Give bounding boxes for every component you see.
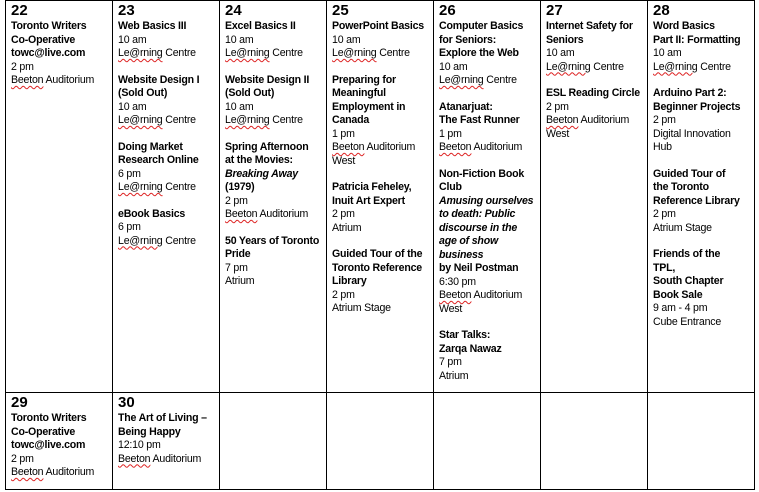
event-time: 2 pm	[225, 194, 248, 207]
event-location-venue: Beeton	[332, 141, 365, 153]
event-location-venue: Beeton	[225, 208, 258, 220]
event-location	[11, 74, 109, 88]
day-cell	[434, 1, 541, 393]
event-entry	[653, 248, 751, 329]
event-location	[546, 114, 644, 141]
event-entry	[439, 20, 537, 88]
calendar-week-row	[6, 1, 755, 393]
event-title: Arduino Part 2: Beginner Projects	[653, 87, 741, 113]
day-cell	[541, 393, 648, 490]
event-time: 1 pm	[439, 127, 462, 140]
event-location-venue: Beeton	[11, 74, 44, 86]
event-time: 12:10 pm	[118, 439, 161, 451]
event-title: Website Design I (Sold Out)	[118, 73, 200, 99]
event-title: Toronto Writers Co-Operative towc@live.com	[11, 20, 87, 59]
day-cell	[648, 393, 755, 490]
calendar-grid	[5, 0, 755, 490]
event-entry	[118, 20, 216, 61]
day-cell	[220, 393, 327, 490]
event-location	[653, 61, 751, 75]
event-time: 6 pm	[118, 167, 141, 180]
event-title: Preparing for Meaningful Employment in Canada	[332, 73, 406, 126]
event-title: Guided Tour of the Toronto Reference Library	[653, 167, 740, 207]
event-entry	[11, 20, 109, 88]
event-entry	[653, 87, 751, 155]
event-title: Non-Fiction Book Club	[439, 167, 525, 193]
event-location	[225, 208, 323, 222]
event-location-venue: Beeton	[11, 466, 44, 478]
day-cell	[220, 1, 327, 393]
event-title: Website Design II (Sold Out)	[225, 73, 310, 99]
event-location-room: Auditorium West	[546, 114, 630, 140]
day-number: 24	[225, 2, 242, 19]
event-time: 2 pm	[11, 452, 34, 465]
event-time: 10 am	[118, 100, 147, 113]
event-location-room: Auditorium	[43, 74, 95, 86]
event-location-room: Atrium	[225, 275, 255, 287]
event-location-room: Digital Innovation Hub	[653, 127, 731, 153]
event-location	[118, 453, 216, 467]
event-title: Spring Afternoon at the Movies:	[225, 140, 309, 166]
day-number: 23	[118, 2, 135, 19]
day-cell	[648, 1, 755, 393]
event-time: 1 pm	[332, 127, 355, 140]
event-entry	[332, 181, 430, 235]
day-cell	[541, 1, 648, 393]
event-entry	[439, 101, 537, 155]
event-location-room: Cube Entrance	[653, 315, 722, 328]
event-location	[439, 74, 537, 88]
event-entry	[118, 141, 216, 195]
event-location	[225, 275, 323, 289]
event-location-room: Centre	[162, 181, 196, 193]
event-location-room: Atrium Stage	[653, 221, 712, 234]
event-title-continued: (1979)	[225, 181, 255, 193]
event-location-room: Auditorium	[257, 208, 309, 220]
day-cell	[6, 1, 113, 393]
event-location-venue: Le@rning	[118, 114, 163, 126]
event-entry	[118, 208, 216, 249]
event-title: Web Basics III	[118, 20, 187, 32]
event-time: 10 am	[332, 33, 361, 46]
event-location-room: Centre	[483, 74, 517, 86]
event-location-venue: Beeton	[439, 141, 472, 153]
event-location	[439, 370, 537, 384]
event-title: Computer Basics for Seniors: Explore the Web	[439, 20, 524, 59]
event-location-venue: Beeton	[546, 114, 579, 126]
event-title: Toronto Writers Co-Operative towc@live.com	[11, 412, 87, 451]
event-title: Friends of the TPL, South Chapter Book Sale	[653, 248, 724, 301]
event-location-room: Auditorium	[43, 466, 95, 478]
event-location-venue: Le@rning	[439, 74, 484, 86]
day-cell	[327, 393, 434, 490]
event-location-venue: Beeton	[439, 289, 472, 301]
event-time: 10 am	[225, 33, 254, 46]
event-entry	[225, 141, 323, 222]
event-time: 2 pm	[653, 114, 676, 126]
event-location	[653, 222, 751, 236]
event-entry	[332, 20, 430, 61]
event-time: 2 pm	[11, 60, 34, 73]
calendar-week-row	[6, 393, 755, 490]
event-location-venue: Le@rning	[118, 181, 163, 193]
event-time: 10 am	[546, 47, 575, 59]
event-title: Internet Safety for Seniors	[546, 20, 633, 46]
event-entry	[439, 329, 537, 383]
event-location-venue: Le@rning	[118, 234, 163, 247]
event-entry	[332, 74, 430, 169]
event-location	[332, 141, 430, 168]
event-location-room: Centre	[376, 47, 410, 59]
event-time: 6:30 pm	[439, 275, 476, 288]
day-number: 30	[118, 394, 135, 411]
event-description: Amusing ourselves to death: Public discourse in the age of show business	[439, 194, 534, 261]
event-location-room: Centre	[590, 60, 624, 73]
event-location-room: Atrium	[332, 221, 362, 234]
event-location-venue: Le@rning	[225, 114, 270, 126]
event-title: The Art of Living – Being Happy	[118, 412, 207, 438]
event-location	[332, 222, 430, 236]
event-location-venue: Le@rning	[225, 47, 270, 59]
event-location	[225, 114, 323, 128]
event-location-room: Centre	[162, 47, 196, 59]
event-entry	[332, 248, 430, 316]
event-entry	[225, 235, 323, 289]
event-location-room: Atrium	[439, 369, 469, 382]
day-number: 29	[11, 394, 28, 411]
day-cell	[327, 1, 434, 393]
event-time: 2 pm	[653, 208, 676, 220]
event-location	[332, 302, 430, 316]
event-location-room: Auditorium West	[439, 289, 523, 315]
event-title: Excel Basics II	[225, 20, 296, 32]
day-cell	[6, 393, 113, 490]
event-location-room: Centre	[162, 114, 196, 126]
event-title: Guided Tour of the Toronto Reference Library	[332, 248, 423, 287]
event-location-room: Centre	[697, 60, 731, 73]
event-time: 2 pm	[332, 208, 355, 220]
event-entry	[546, 87, 644, 141]
event-location-venue: Le@rning	[546, 60, 591, 73]
day-cell	[434, 393, 541, 490]
event-location-room: Atrium Stage	[332, 302, 391, 314]
event-location	[118, 114, 216, 128]
event-location	[225, 47, 323, 61]
event-title: Atanarjuat: The Fast Runner	[439, 100, 520, 126]
event-location	[118, 47, 216, 61]
event-location	[439, 289, 537, 316]
event-time: 2 pm	[546, 100, 569, 113]
event-location-room: Auditorium West	[332, 141, 416, 167]
event-title: 50 Years of Toronto Pride	[225, 234, 320, 260]
event-location	[546, 61, 644, 75]
event-title: ESL Reading Circle	[546, 87, 640, 99]
day-cell	[113, 393, 220, 490]
event-location-venue: Le@rning	[653, 60, 698, 73]
event-title: Star Talks: Zarqa Nawaz	[439, 329, 502, 355]
event-location-room: Centre	[269, 114, 303, 126]
event-location	[439, 141, 537, 155]
event-time: 10 am	[225, 100, 254, 113]
event-location	[118, 235, 216, 249]
day-number: 22	[11, 2, 28, 19]
event-entry	[439, 168, 537, 317]
event-entry	[653, 20, 751, 74]
day-cell	[113, 1, 220, 393]
event-location	[653, 128, 751, 155]
event-location-room: Centre	[269, 47, 303, 59]
event-title: Doing Market Research Online	[118, 140, 199, 166]
event-time: 7 pm	[225, 261, 248, 274]
event-entry	[118, 74, 216, 128]
event-description: Breaking Away	[225, 167, 298, 180]
event-time: 9 am - 4 pm	[653, 302, 708, 314]
event-location	[653, 316, 751, 330]
event-entry	[225, 74, 323, 128]
event-title: Word Basics Part II: Formatting	[653, 20, 741, 46]
event-title: Patricia Feheley, Inuit Art Expert	[332, 181, 412, 207]
event-location-venue: Le@rning	[332, 47, 377, 59]
event-title-continued: by Neil Postman	[439, 262, 519, 274]
event-location	[118, 181, 216, 195]
event-title: eBook Basics	[118, 207, 186, 220]
day-number: 27	[546, 2, 563, 19]
event-entry	[546, 20, 644, 74]
event-time: 10 am	[439, 60, 468, 73]
event-time: 10 am	[653, 47, 682, 59]
event-location-room: Centre	[162, 234, 196, 247]
event-entry	[118, 412, 216, 466]
event-title: PowerPoint Basics	[332, 20, 424, 32]
event-location	[332, 47, 430, 61]
event-entry	[225, 20, 323, 61]
event-time: 6 pm	[118, 221, 141, 233]
day-number: 28	[653, 2, 670, 19]
event-entry	[653, 168, 751, 236]
event-time: 10 am	[118, 33, 147, 46]
day-number: 25	[332, 2, 349, 19]
day-number: 26	[439, 2, 456, 19]
event-time: 7 pm	[439, 356, 462, 368]
event-location-venue: Le@rning	[118, 47, 163, 59]
event-location	[11, 466, 109, 480]
event-location-venue: Beeton	[118, 452, 151, 465]
event-location-room: Auditorium	[471, 141, 523, 153]
event-location-room: Auditorium	[150, 452, 202, 465]
event-entry	[11, 412, 109, 480]
event-time: 2 pm	[332, 288, 355, 301]
